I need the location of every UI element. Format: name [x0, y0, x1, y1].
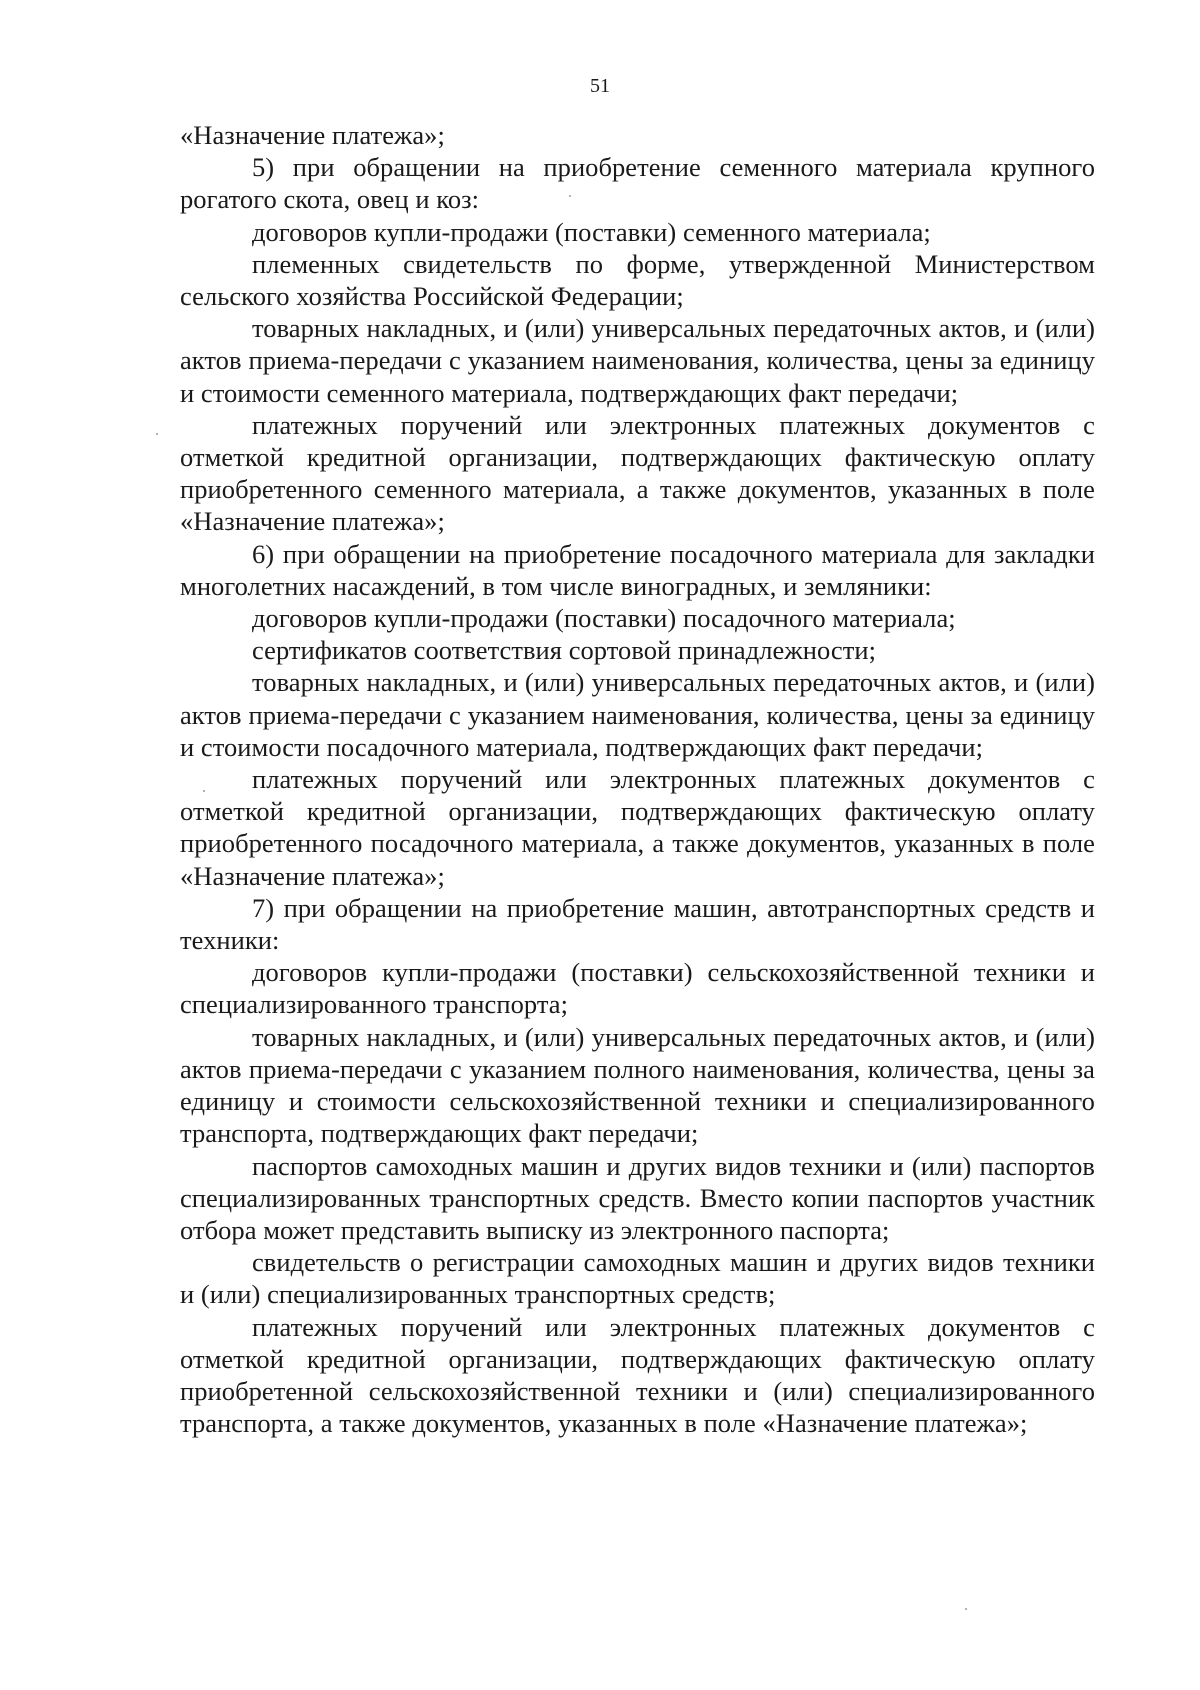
paragraph: договоров купли-продажи (поставки) сельскохозяйственной техники и специализированного транспорта; [180, 957, 1095, 1020]
paragraph: товарных накладных, и (или) универсальных передаточных актов, и (или) актов приема-передачи с указанием наименования, количества, цены за единицу и стоимости посадочного материала, подтверждающих факт передачи; [180, 667, 1095, 762]
paragraph: договоров купли-продажи (поставки) посадочного материала; [252, 603, 956, 634]
paragraph: платежных поручений или электронных платежных документов с отметкой кредитной организации, подтверждающих фактическую оплату приобретенного семенного материала, а также документов, указанных в поле «Назначение платежа»; [180, 409, 1095, 537]
scan-speck [965, 1608, 967, 1610]
scan-speck [156, 433, 158, 435]
scan-speck [569, 195, 571, 197]
paragraph: сертификатов соответствия сортовой принадлежности; [252, 635, 876, 666]
paragraph: платежных поручений или электронных платежных документов с отметкой кредитной организации, подтверждающих фактическую оплату приобретенного посадочного материала, а также документов, указанных в поле «Назначение платежа»; [180, 764, 1095, 891]
paragraph: свидетельств о регистрации самоходных машин и других видов техники и (или) специализированных транспортных средств; [180, 1247, 1095, 1310]
paragraph-item-5: 5) при обращении на приобретение семенного материала крупного рогатого скота, овец и коз: [180, 152, 1095, 215]
paragraph: товарных накладных, и (или) универсальных передаточных актов, и (или) актов приема-передачи с указанием наименования, количества, цены за единицу и стоимости семенного материала, подтверждающих факт передачи; [180, 313, 1095, 408]
paragraph-item-6: 6) при обращении на приобретение посадочного материала для закладки многолетних насаждений, в том числе виноградных, и земляники: [180, 538, 1095, 601]
paragraph: племенных свидетельств по форме, утвержденной Министерством сельского хозяйства Российской Федерации; [180, 248, 1095, 312]
scan-speck [203, 790, 205, 792]
paragraph: паспортов самоходных машин и других видов техники и (или) паспортов специализированных транспортных средств. Вместо копии паспортов участник отбора может представить выписку из электронного паспорта; [180, 1150, 1095, 1245]
paragraph: платежных поручений или электронных платежных документов с отметкой кредитной организации, подтверждающих фактическую оплату приобретенной сельскохозяйственной техники и (или) специализированного транспорта, а также документов, указанных в поле «Назначение платежа»; [180, 1311, 1095, 1439]
paragraph-item-7: 7) при обращении на приобретение машин, автотранспортных средств и техники: [180, 892, 1095, 956]
page-number: 51 [590, 75, 610, 97]
paragraph: товарных накладных, и (или) универсальных передаточных актов, и (или) актов приема-передачи с указанием полного наименования, количества, цены за единицу и стоимости сельскохозяйственной техники и специализированного транспорта, подтверждающих факт передачи; [180, 1021, 1095, 1149]
paragraph-continuation: «Назначение платежа»; [180, 120, 445, 150]
paragraph: договоров купли-продажи (поставки) семенного материала; [252, 216, 931, 247]
document-body [180, 119, 1095, 1439]
